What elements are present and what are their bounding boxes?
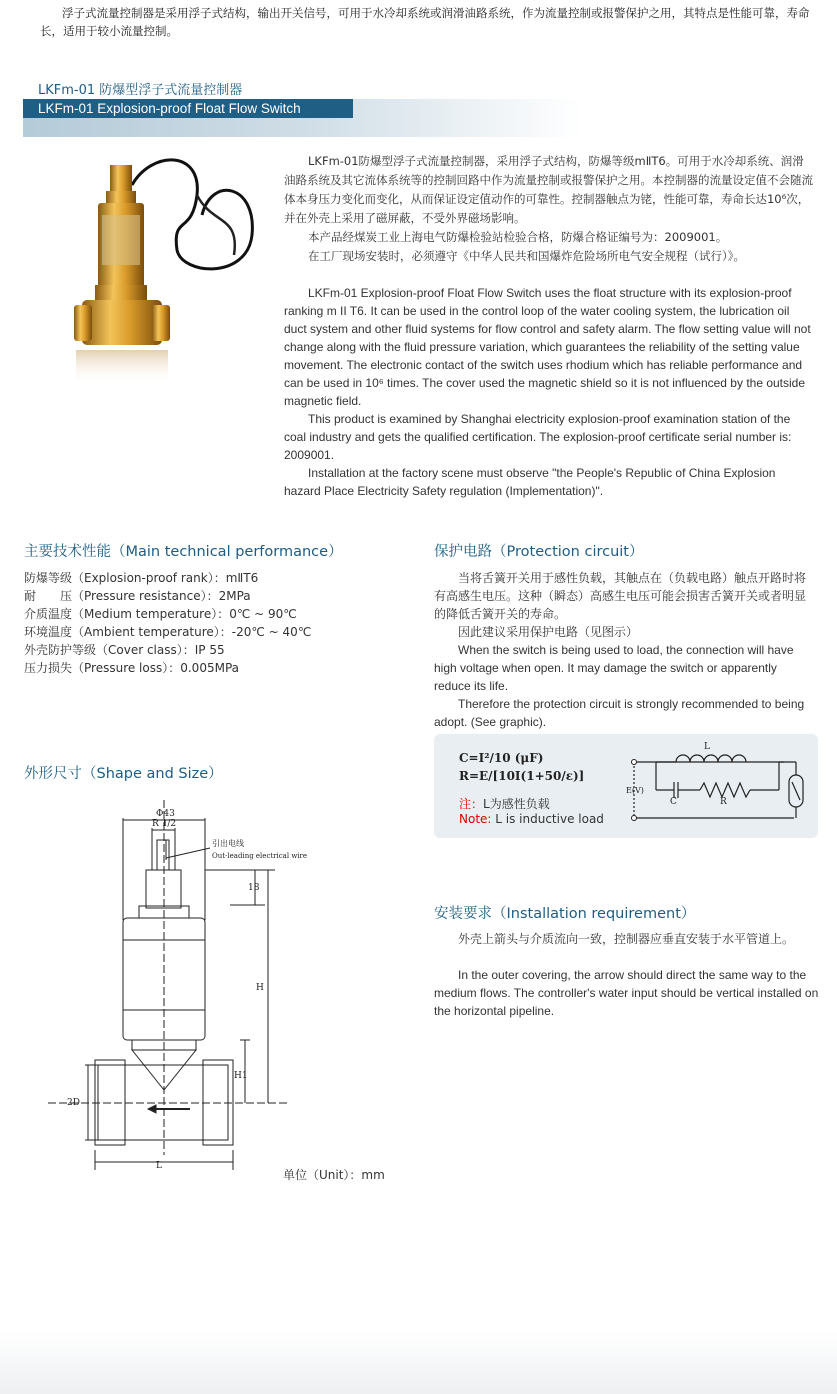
circuit-diagram (624, 740, 814, 830)
label-R: R (720, 797, 727, 807)
product-title-en: LKFm-01 Explosion-proof Float Flow Switch (23, 99, 353, 118)
note-cn-text: L为感性负载 (483, 797, 550, 811)
dim-18: 18 (248, 883, 260, 893)
circuit-note (459, 797, 604, 827)
performance-heading: 主要技术性能（Main technical performance） (24, 544, 343, 560)
note-en-label: Note: (459, 812, 492, 826)
product-title-cn: LKFm-01 防爆型浮子式流量控制器 (38, 83, 243, 98)
note-cn-label: 注： (459, 797, 484, 811)
desc-en-1: LKFm-01 Explosion-proof Float Flow Switch uses the float structure with its explosion-proof ranking m II T6. It can be used in the control loop of the water cooling system, the lubrication oil duct system and other fluid systems for flow control and safety alarm. The flow setting value will not change along with the fluid pressure variation, which guarantees the reliability of the setting value movement. The electronic contact of the switch uses rhodium which has reliable performance and can be used in 10⁶ times. The cover used the magnetic shield so it is not influenced by the outside magnetic field. (284, 286, 811, 408)
desc-cn-3: 在工厂现场安装时，必须遵守《中华人民共和国爆炸危险场所电气安全规程（试行）》。 (308, 249, 745, 263)
formula-c: C=I²/10 (μF) (459, 751, 544, 765)
spec-item: 环境温度（Ambient temperature）：-20℃ ~ 40℃ (24, 625, 312, 639)
formula-r: R=E/[10I(1+50/ε)] (459, 769, 585, 783)
dim-thread: R 1/2 (152, 819, 177, 829)
unit-label: 单位（Unit）：mm (283, 1168, 385, 1182)
note-en-text: L is inductive load (491, 812, 604, 826)
dim-L: L (156, 1161, 162, 1171)
desc-en-2: This product is examined by Shanghai electricity explosion-proof examination station of the coal industry and gets the qualified certification. The explosion-proof certificate serial number is: 2009001. (284, 412, 792, 462)
desc-en-3: Installation at the factory scene must observe "the People's Republic of China Explosion hazard Place Electricity Safety regulation (Implementation)". (284, 466, 776, 498)
footer-gradient (0, 1330, 837, 1394)
desc-cn-2: 本产品经煤炭工业上海电气防爆检验站检验合格，防爆合格证编号为：2009001。 (308, 230, 728, 244)
dimension-drawing (40, 800, 320, 1185)
install-en: In the outer covering, the arrow should direct the same way to the medium flows. The controller's water input should be vertical installed on the horizontal pipeline. (434, 968, 819, 1018)
performance-list (24, 569, 404, 677)
desc-cn-1: LKFm-01防爆型浮子式流量控制器，采用浮子式结构，防爆等级mⅡT6。可用于水冷却系统、润滑油路系统及其它流体系统等的控制回路中作为流量控制或报警保护之用。本控制器的流量设定值不会随流体本身压力变化而变化，从而保证设定值动作的可靠性。控制器触点为铑，性能可靠，寿命长达10⁶次，并在外壳上采用了磁屏蔽，不受外界磁场影响。 (284, 154, 813, 225)
install-heading: 安装要求（Installation requirement） (434, 906, 696, 922)
install-text (434, 930, 819, 1020)
dim-phi43: Φ43 (156, 809, 175, 819)
install-cn: 外壳上箭头与介质流向一致，控制器应垂直安装于水平管道上。 (458, 932, 795, 946)
spec-item: 外壳防护等级（Cover class）：IP 55 (24, 643, 225, 657)
label-L: L (704, 742, 710, 752)
label-E: E(V) (626, 786, 644, 795)
label-C: C (670, 797, 677, 807)
shape-heading: 外形尺寸（Shape and Size） (24, 766, 223, 782)
lead-en: Out-leading electrical wire (212, 852, 308, 860)
circuit-formulas (459, 749, 584, 785)
protection-heading: 保护电路（Protection circuit） (434, 544, 644, 560)
protection-cn-2: 因此建议采用保护电路（见图示） (458, 625, 639, 639)
dim-H: H (256, 983, 264, 993)
spec-item: 防爆等级（Explosion-proof rank）：mⅡT6 (24, 571, 259, 585)
dim-2D: 2D (67, 1098, 80, 1108)
product-photo (62, 155, 262, 395)
intro-text: 浮子式流量控制器是采用浮子式结构，输出开关信号，可用于水冷却系统或润滑油路系统，作为流量控制或报警保护之用，其特点是性能可靠，寿命长，适用于较小流量控制。 (40, 6, 810, 38)
lead-cn: 引出电线 (212, 839, 244, 848)
spec-item: 耐 压（Pressure resistance）：2MPa (24, 589, 251, 603)
protection-en-2: Therefore the protection circuit is strongly recommended to being adopt. (See graphic). (434, 697, 805, 729)
dim-H1: H1 (234, 1071, 248, 1081)
spec-item: 压力损失（Pressure loss）：0.005MPa (24, 661, 239, 675)
protection-text (434, 569, 816, 731)
protection-cn-1: 当将舌簧开关用于感性负载，其触点在（负载电路）触点开路时将有高感生电压。这种（瞬态）高感生电压可能会损害舌簧开关或者明显的降低舌簧开关的寿命。 (434, 571, 807, 621)
product-description (284, 152, 814, 500)
spec-item: 介质温度（Medium temperature）：0℃ ~ 90℃ (24, 607, 297, 621)
protection-en-1: When the switch is being used to load, the connection will have high voltage when open. It may damage the switch or apparently reduce its life. (434, 643, 794, 693)
